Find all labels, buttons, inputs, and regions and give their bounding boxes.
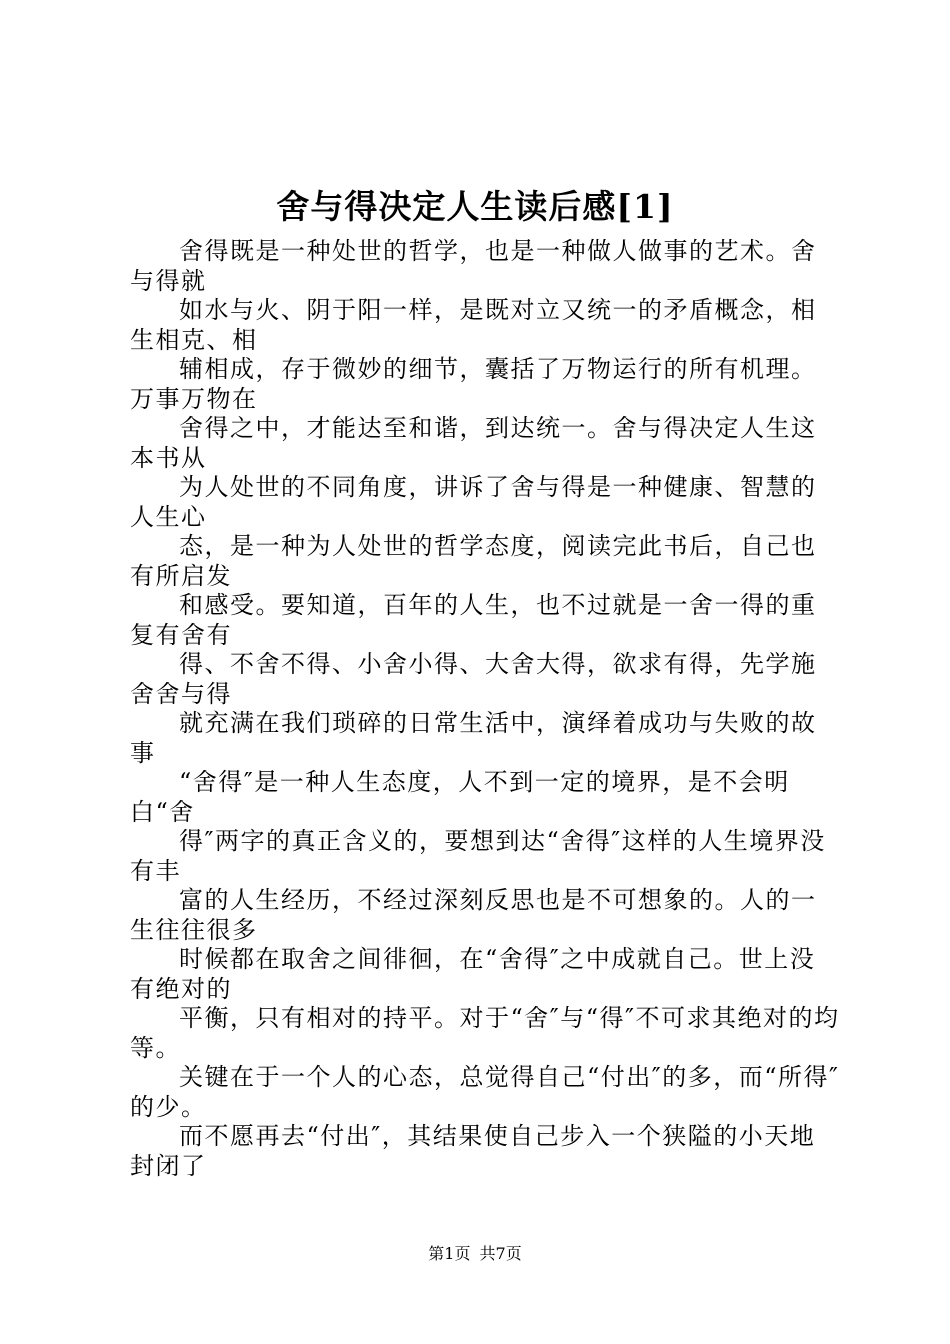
- paragraph: 关键在于一个人的心态，总觉得自己“付出″的多，而“所得″的少。: [130, 1063, 840, 1121]
- paragraph: 和感受。要知道，百年的人生，也不过就是一舍一得的重复有舍有: [130, 591, 817, 649]
- paragraph: 就充满在我们琐碎的日常生活中，演绎着成功与失败的故事: [130, 709, 817, 767]
- document-body: [130, 237, 840, 1181]
- paragraph: 平衡，只有相对的持平。对于“舍″与“得″不可求其绝对的均等。: [130, 1004, 840, 1062]
- paragraph: 辅相成，存于微妙的细节，囊括了万物运行的所有机理。万事万物在: [130, 355, 817, 413]
- paragraph: 而不愿再去“付出″，其结果使自己步入一个狭隘的小天地封闭了: [130, 1122, 816, 1180]
- paragraph: 态，是一种为人处世的哲学态度，阅读完此书后，自己也有所启发: [130, 532, 817, 590]
- paragraph: 富的人生经历，不经过深刻反思也是不可想象的。人的一生往往很多: [130, 886, 817, 944]
- page-total: 共7页: [479, 1244, 522, 1263]
- paragraph: 舍得之中，才能达至和谐，到达统一。舍与得决定人生这本书从: [130, 414, 817, 472]
- paragraph: 舍得既是一种处世的哲学，也是一种做人做事的艺术。舍与得就: [130, 237, 817, 295]
- paragraph: 得″两字的真正含义的，要想到达“舍得″这样的人生境界没有丰: [130, 827, 826, 885]
- paragraph: 时候都在取舍之间徘徊，在“舍得″之中成就自己。世上没有绝对的: [130, 945, 816, 1003]
- paragraph: 如水与火、阴于阳一样，是既对立又统一的矛盾概念，相生相克、相: [130, 296, 817, 354]
- page-number: 第1页: [428, 1244, 471, 1263]
- paragraph: “舍得″是一种人生态度，人不到一定的境界，是不会明白“舍: [130, 768, 790, 826]
- paragraph: 为人处世的不同角度，讲诉了舍与得是一种健康、智慧的人生心: [130, 473, 817, 531]
- page-footer: [0, 1242, 950, 1266]
- paragraph: 得、不舍不得、小舍小得、大舍大得，欲求有得，先学施舍舍与得: [130, 650, 817, 708]
- document-title: 舍与得决定人生读后感[1]: [276, 187, 674, 226]
